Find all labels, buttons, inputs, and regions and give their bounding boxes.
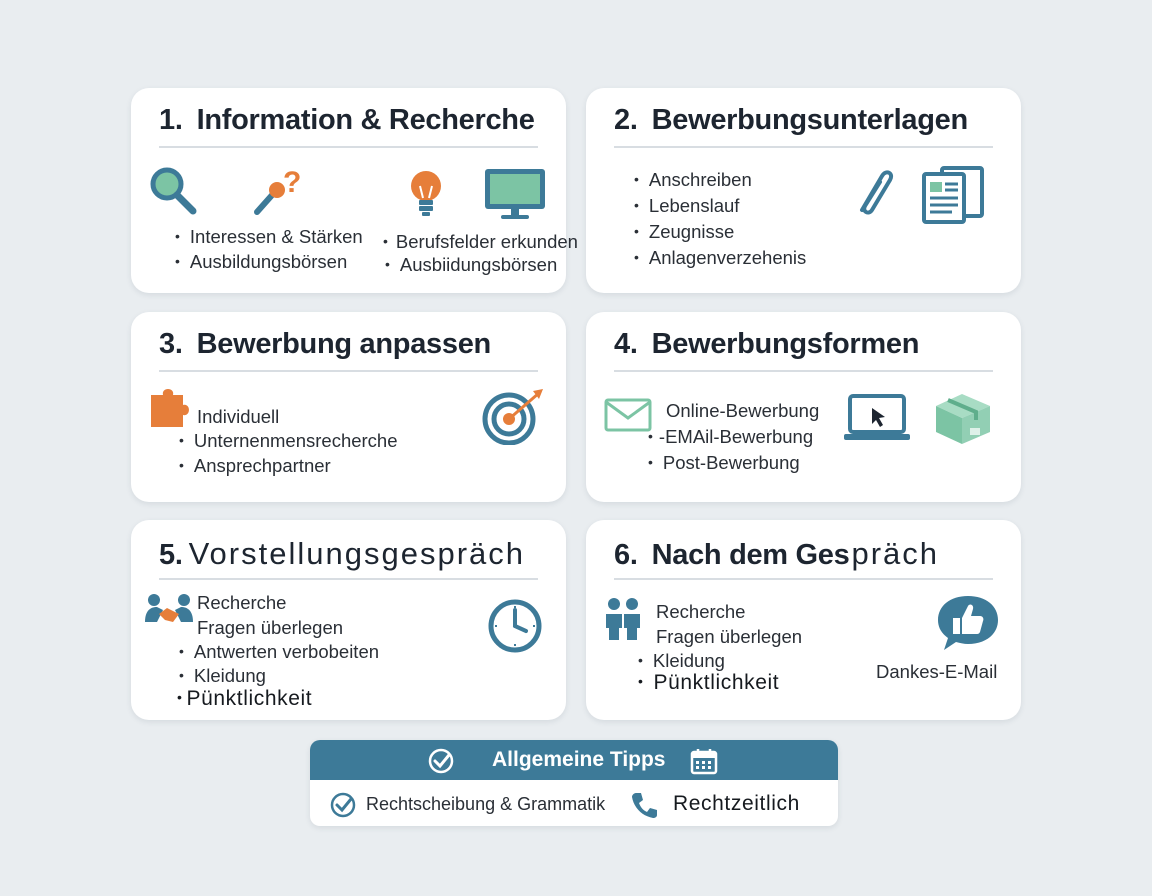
- divider: [159, 370, 538, 372]
- check-circle-icon: [428, 748, 454, 774]
- list-item: • Kleidung: [179, 665, 266, 686]
- section-title: 6. Nach dem Gespräch: [614, 536, 940, 571]
- list-item: • Post-Bewerbung: [648, 452, 800, 473]
- list-item: • -EMAil-Bewerbung: [648, 426, 814, 447]
- documents-icon: [920, 164, 986, 224]
- question-pin-icon: [251, 166, 305, 218]
- list-item: • Ansprechpartner: [179, 455, 331, 476]
- people-icon: [604, 596, 644, 642]
- card-bewerbungsunterlagen: [586, 88, 1021, 293]
- tip-item: Rechtzeitlich: [673, 792, 800, 815]
- thank-you-email-label: Dankes-E-Mail: [876, 661, 998, 682]
- puzzle-icon: [147, 385, 193, 431]
- card-bewerbungsformen: [586, 312, 1021, 502]
- paperclip-icon: [848, 162, 898, 220]
- divider: [614, 146, 993, 148]
- tip-item: Rechtscheibung & Grammatik: [366, 794, 606, 814]
- list-item: • Anlagenverzehenis: [634, 247, 807, 268]
- divider: [159, 146, 538, 148]
- divider: [159, 578, 538, 580]
- list-item: • Lebenslauf: [634, 195, 740, 216]
- tips-title: Allgemeine Tipps: [492, 748, 666, 771]
- package-icon: [932, 390, 994, 446]
- list-item: Fragen überlegen: [197, 617, 344, 638]
- section-title: 4. Bewerbungsformen: [614, 328, 920, 360]
- list-item: • Antwerten verbobeiten: [179, 641, 380, 662]
- handshake-icon: [145, 592, 193, 626]
- card-bewerbung-anpassen: [131, 312, 566, 502]
- tips-header: [310, 740, 838, 780]
- list-item: Online-Bewerbung: [666, 400, 820, 421]
- section-title: 3. Bewerbung anpassen: [159, 328, 491, 360]
- card-information-recherche: [131, 88, 578, 293]
- list-item: Recherche: [197, 592, 287, 613]
- list-item: • Ausbiidungsbörsen: [385, 254, 558, 275]
- lightbulb-icon: [407, 168, 445, 220]
- target-icon: [481, 387, 547, 445]
- list-item: • Ausbildungsbörsen: [175, 251, 348, 272]
- list-item: Recherche: [656, 601, 746, 622]
- list-item: • Anschreiben: [634, 169, 752, 190]
- card-nach-dem-gespraech: [586, 520, 1021, 720]
- section-title: 5. Vorstellungsgespräch: [159, 536, 526, 571]
- check-circle-icon: [330, 792, 356, 818]
- list-item: • Pünktlichkeit: [177, 687, 313, 710]
- calendar-icon: [690, 747, 718, 775]
- list-item: • Zeugnisse: [634, 221, 735, 242]
- list-item: • Pünktlichkeit: [638, 671, 780, 694]
- card-vorstellungsgespraech: [131, 520, 566, 720]
- laptop-icon: [842, 394, 912, 444]
- divider: [614, 370, 993, 372]
- list-item: • Berufsfelder erkunden: [383, 231, 578, 252]
- list-item: Individuell: [197, 406, 280, 427]
- list-item: Fragen überlegen: [656, 626, 803, 647]
- section-title: 2. Bewerbungsunterlagen: [614, 104, 968, 136]
- thumbs-up-bubble-icon: [936, 594, 1000, 652]
- magnifier-icon: [147, 164, 199, 216]
- svg-text:?: ?: [283, 166, 302, 199]
- divider: [614, 578, 993, 580]
- list-item: • Interessen & Stärken: [175, 224, 363, 251]
- list-item: • Kleidung: [638, 650, 725, 671]
- clock-icon: [487, 598, 543, 654]
- envelope-icon: [604, 398, 652, 432]
- section-title: 1. Information & Recherche: [159, 104, 535, 136]
- phone-icon: [630, 790, 660, 820]
- monitor-icon: [483, 167, 547, 221]
- list-item: • Unternenmensrecherche: [179, 430, 398, 451]
- general-tips-panel: [310, 740, 838, 826]
